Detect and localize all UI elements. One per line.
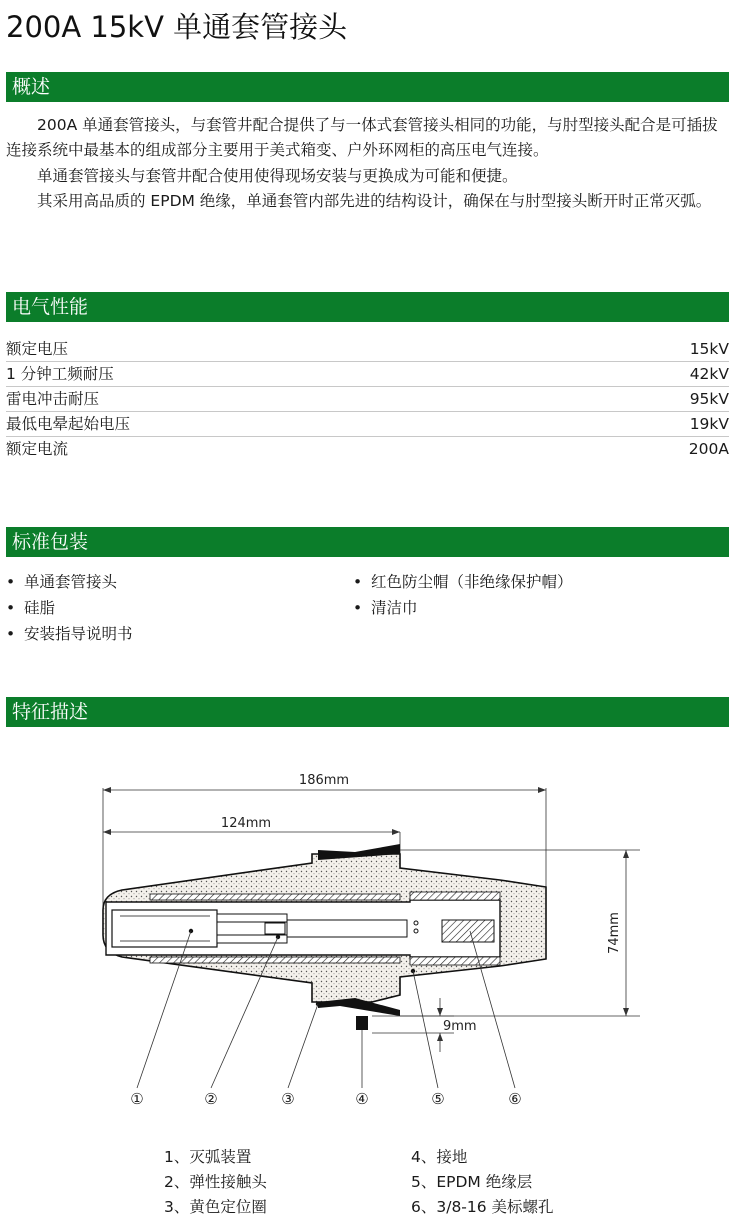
ground-tab xyxy=(318,998,400,1016)
callout-1: ① xyxy=(130,1090,144,1108)
conductive-sleeve-top xyxy=(150,894,400,900)
spec-label: 额定电流 xyxy=(6,440,69,458)
bushing-cross-section-diagram xyxy=(0,740,740,1140)
conductive-sleeve-bottom xyxy=(150,957,400,963)
dimension-partial-label: 124mm xyxy=(220,816,272,831)
spec-value: 200A xyxy=(688,440,729,458)
list-item: • 红色防尘帽（非绝缘保护帽） xyxy=(353,573,573,591)
overview-paragraph-3: 其采用高品质的 EPDM 绝缘，单通套管内部先进的结构设计，确保在与肘型接头断开时正常灭弧。 xyxy=(37,192,712,210)
spec-row xyxy=(6,362,729,387)
spec-row xyxy=(6,412,729,437)
legend-item: 6、3/8-16 美标螺孔 xyxy=(411,1198,554,1216)
overview-paragraph-1: 200A 单通套管接头，与套管井配合提供了与一体式套管接头相同的功能，与肘型接头配合是可插拔连接系统中最基本的组成部分主要用于美式箱变、户外环网柜的高压电气连接。 xyxy=(6,116,718,159)
spec-row xyxy=(6,387,729,412)
legend-item: 4、接地 xyxy=(411,1148,468,1166)
section-header-electrical: 电气性能 xyxy=(6,292,729,322)
threaded-hole xyxy=(442,920,494,942)
legend-item: 5、EPDM 绝缘层 xyxy=(411,1173,533,1191)
list-item: • 清洁巾 xyxy=(353,599,418,617)
spec-label: 雷电冲击耐压 xyxy=(6,390,100,408)
list-item: • 单通套管接头 xyxy=(6,573,118,591)
legend-item: 1、灭弧装置 xyxy=(164,1148,252,1166)
legend-item: 2、弹性接触头 xyxy=(164,1173,267,1191)
page-title: 200A 15kV 单通套管接头 xyxy=(6,10,348,44)
list-item: • 硅脂 xyxy=(6,599,56,617)
callout-4: ④ xyxy=(355,1090,369,1108)
callout-2: ② xyxy=(204,1090,218,1108)
dimension-offset-label: 9mm xyxy=(443,1019,477,1034)
rear-housing-hatch-top xyxy=(410,892,500,900)
arc-quenching-tube xyxy=(112,910,217,947)
spec-value: 19kV xyxy=(689,415,729,433)
overview-paragraph-2: 单通套管接头与套管井配合使用使得现场安装与更换成为可能和便捷。 xyxy=(37,167,518,185)
section-header-package: 标准包装 xyxy=(6,527,729,557)
spec-value: 95kV xyxy=(689,390,729,408)
dimension-total-label: 186mm xyxy=(298,773,350,788)
callout-numbers xyxy=(130,1090,521,1108)
callout-5: ⑤ xyxy=(431,1090,445,1108)
spec-label: 额定电压 xyxy=(6,340,69,358)
spec-row xyxy=(6,337,729,362)
spec-label: 最低电晕起始电压 xyxy=(6,415,131,433)
dimension-diameter-label: 74mm xyxy=(607,912,622,954)
spec-value: 42kV xyxy=(689,365,729,383)
section-header-overview: 概述 xyxy=(6,72,729,102)
callout-3: ③ xyxy=(281,1090,295,1108)
section-header-features: 特征描述 xyxy=(6,697,729,727)
spec-row xyxy=(6,437,729,462)
spec-value: 15kV xyxy=(689,340,729,358)
list-item: • 安装指导说明书 xyxy=(6,625,133,643)
rear-housing-hatch-bottom xyxy=(410,957,500,965)
callout-6: ⑥ xyxy=(508,1090,522,1108)
legend-item: 3、黄色定位圈 xyxy=(164,1198,267,1216)
spec-label: 1 分钟工频耐压 xyxy=(6,365,114,383)
